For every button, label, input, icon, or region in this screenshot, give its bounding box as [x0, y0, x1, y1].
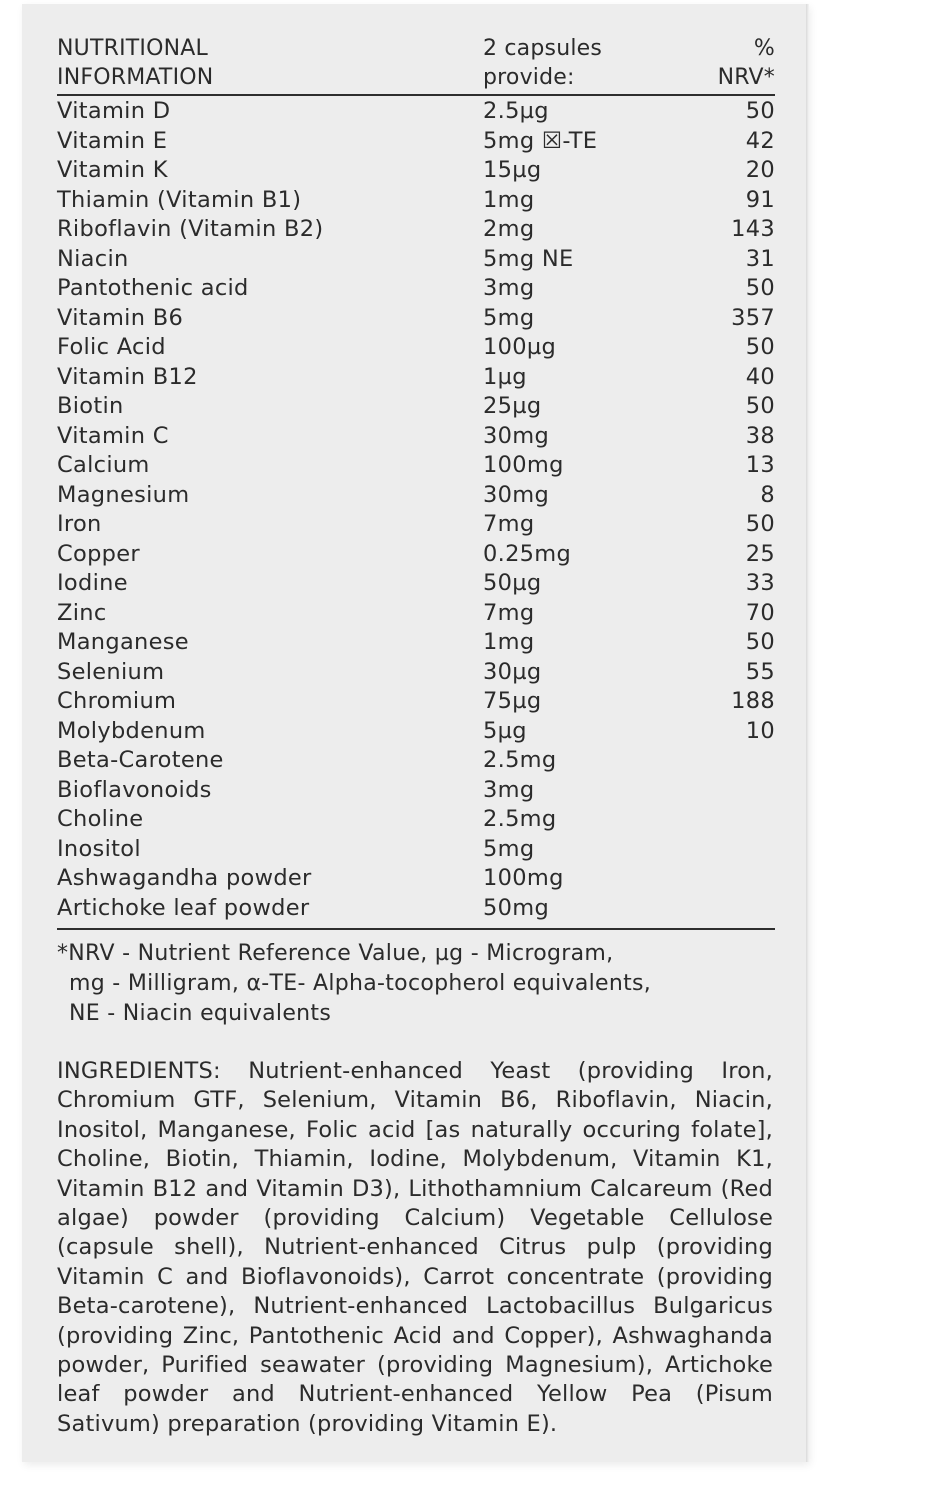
nutrient-amount: 30µg — [483, 658, 542, 685]
nutrient-name: Vitamin D — [57, 98, 171, 124]
header-nrv-line1: % — [753, 36, 775, 61]
ingredients-label: INGREDIENTS: — [57, 1058, 221, 1084]
nutrient-amount: 100µg — [483, 334, 557, 360]
table-divider — [57, 928, 775, 930]
table-row — [57, 894, 775, 924]
table-row — [57, 127, 775, 157]
nutrient-name: Ashwagandha powder — [57, 865, 312, 891]
nutrient-nrv: 50 — [745, 98, 775, 124]
table-row — [57, 864, 775, 894]
header-nutrient — [57, 34, 483, 92]
header-divider — [57, 94, 775, 96]
footnote-line1: *NRV - Nutrient Reference Value, µg - Microgram, — [57, 941, 614, 966]
nutrient-nrv: 50 — [745, 511, 775, 537]
table-row — [57, 835, 775, 865]
header-amount-line1: 2 capsules — [483, 36, 603, 61]
nutrient-nrv: 50 — [745, 334, 775, 360]
nutrient-amount: 0.25mg — [483, 540, 572, 567]
nutrient-nrv: 70 — [745, 599, 775, 626]
table-row — [57, 510, 775, 540]
header-amount-line2: provide: — [483, 65, 575, 90]
nutrient-name: Manganese — [57, 629, 189, 655]
nutrient-amount: 1mg — [483, 629, 535, 655]
nutrient-nrv: 25 — [745, 540, 775, 567]
nutrient-amount: 5mg NE — [483, 245, 574, 272]
nutrient-nrv: 50 — [745, 629, 775, 655]
nutrient-amount: 2.5mg — [483, 747, 557, 773]
table-row — [57, 717, 775, 747]
header-nutrient-line2: INFORMATION — [57, 65, 214, 90]
table-row — [57, 451, 775, 481]
nutrient-amount: 1mg — [483, 186, 535, 213]
card-edge — [806, 4, 809, 1462]
nutrient-nrv: 188 — [731, 688, 775, 714]
nutrient-nrv: 50 — [745, 393, 775, 419]
nutrient-amount: 7mg — [483, 511, 535, 537]
nutrient-name: Vitamin C — [57, 422, 169, 449]
nutrient-amount: 3mg — [483, 275, 535, 301]
table-row — [57, 687, 775, 717]
nutrient-amount: 1µg — [483, 363, 527, 390]
nutrient-name: Folic Acid — [57, 334, 166, 360]
nutrient-amount: 5µg — [483, 717, 527, 744]
table-row — [57, 304, 775, 334]
nutrient-nrv: 20 — [745, 157, 775, 183]
nutrient-name: Vitamin E — [57, 127, 168, 154]
nutrient-nrv: 33 — [745, 570, 775, 596]
table-row — [57, 776, 775, 806]
nutrient-nrv — [683, 805, 775, 835]
table-row — [57, 540, 775, 570]
header-amount — [483, 34, 683, 92]
table-row — [57, 805, 775, 835]
nutrient-name: Bioflavonoids — [57, 776, 212, 803]
table-row — [57, 569, 775, 599]
table-header — [57, 34, 775, 92]
nutrient-nrv: 50 — [745, 275, 775, 301]
nutrient-name: Iron — [57, 511, 102, 537]
nutrient-name: Zinc — [57, 599, 107, 626]
nutrient-name: Choline — [57, 806, 144, 832]
nutrient-nrv: 55 — [745, 658, 775, 685]
nutrient-amount: 7mg — [483, 599, 535, 626]
nutrient-name: Chromium — [57, 688, 177, 714]
nutrient-name: Vitamin K — [57, 157, 168, 183]
nutrient-name: Niacin — [57, 245, 129, 272]
nutrient-nrv: 8 — [760, 481, 775, 508]
footnote-line3: NE - Niacin equivalents — [69, 1001, 332, 1026]
nutrient-nrv: 357 — [731, 304, 775, 331]
table-row — [57, 274, 775, 304]
table-row — [57, 156, 775, 186]
nutrient-amount: 100mg — [483, 865, 564, 891]
table-row — [57, 186, 775, 216]
table-row — [57, 658, 775, 688]
nutrient-name: Beta-Carotene — [57, 747, 224, 773]
table-row — [57, 746, 775, 776]
nutrient-nrv — [683, 776, 775, 806]
nutrition-label — [57, 34, 775, 1439]
nutrient-nrv: 13 — [745, 452, 775, 478]
nutrient-amount: 100mg — [483, 452, 564, 478]
nutrient-nrv: 38 — [745, 422, 775, 449]
header-nrv — [683, 34, 775, 92]
nutrient-name: Pantothenic acid — [57, 275, 249, 301]
nutrient-name: Calcium — [57, 452, 150, 478]
nutrient-name: Thiamin (Vitamin B1) — [57, 186, 302, 213]
nutrient-amount: 5mg — [483, 304, 535, 331]
nutrient-name: Vitamin B6 — [57, 304, 184, 331]
nutrient-amount: 5mg — [483, 835, 535, 862]
nutrient-nrv: 91 — [745, 186, 775, 213]
nutrient-nrv: 40 — [745, 363, 775, 390]
nutrient-amount: 3mg — [483, 776, 535, 803]
nutrient-amount: 50mg — [483, 894, 550, 921]
nutrient-table — [57, 97, 775, 923]
table-row — [57, 422, 775, 452]
nutrient-name: Iodine — [57, 570, 128, 596]
nutrient-nrv — [683, 835, 775, 865]
nutrient-name: Vitamin B12 — [57, 363, 198, 390]
nutrient-name: Inositol — [57, 835, 141, 862]
nutrient-nrv: 31 — [745, 245, 775, 272]
table-row — [57, 392, 775, 422]
nutrient-amount: 2.5µg — [483, 98, 549, 124]
nutrient-name: Artichoke leaf powder — [57, 894, 310, 921]
table-row — [57, 333, 775, 363]
nutrient-amount: 5mg ☒-TE — [483, 127, 598, 154]
nutrient-amount: 15µg — [483, 157, 542, 183]
nutrient-name: Copper — [57, 540, 140, 567]
nutrient-nrv — [683, 894, 775, 924]
nutrient-amount: 25µg — [483, 393, 542, 419]
nutrient-name: Selenium — [57, 658, 165, 685]
nutrient-amount: 2.5mg — [483, 806, 557, 832]
nutrient-nrv — [683, 864, 775, 894]
header-nrv-line2: NRV* — [717, 65, 775, 90]
table-row — [57, 481, 775, 511]
nutrient-name: Molybdenum — [57, 717, 206, 744]
footnote — [57, 939, 775, 1029]
nutrient-nrv — [683, 746, 775, 776]
table-row — [57, 628, 775, 658]
footnote-line2: mg - Milligram, α-TE- Alpha-tocopherol equivalents, — [69, 971, 652, 996]
ingredients-paragraph — [57, 1057, 773, 1439]
table-row — [57, 97, 775, 127]
nutrient-amount: 50µg — [483, 570, 542, 596]
header-nutrient-line1: NUTRITIONAL — [57, 36, 208, 61]
ingredients-text: Nutrient-enhanced Yeast (providing Iron, Chromium GTF, Selenium, Vitamin B6, Riboflavin, Niacin, Inositol, Manganese, Folic acid [as naturally occuring folate], Choline, Biotin, Thiamin, Iodine, Molybdenum, Vitamin K1, Vitamin B12 and Vitamin D3), Lithothamnium Calcareum (Red algae) powder (providing Calcium) Vegetable Cellulose (capsule shell), Nutrient-enhanced Citrus pulp (providing Vitamin C and Bioflavonoids), Carrot concentrate (providing Beta-carotene), Nutrient-enhanced Lactobacillus Bulgaricus (providing Zinc, Pantothenic Acid and Copper), Ashwaghanda powder, Purified seawater (providing Magnesium), Artichoke leaf powder and Nutrient-enhanced Yellow Pea (Pisum Sativum) preparation (providing Vitamin E). — [57, 1058, 773, 1437]
nutrient-amount: 75µg — [483, 688, 542, 714]
table-row — [57, 245, 775, 275]
nutrient-name: Biotin — [57, 393, 124, 419]
nutrient-nrv: 143 — [731, 216, 775, 242]
table-row — [57, 363, 775, 393]
nutrient-name: Magnesium — [57, 481, 190, 508]
nutrient-amount: 30mg — [483, 481, 550, 508]
nutrient-amount: 2mg — [483, 216, 535, 242]
nutrient-name: Riboflavin (Vitamin B2) — [57, 216, 324, 242]
nutrient-nrv: 42 — [745, 127, 775, 154]
table-row — [57, 215, 775, 245]
table-row — [57, 599, 775, 629]
nutrient-nrv: 10 — [745, 717, 775, 744]
nutrient-amount: 30mg — [483, 422, 550, 449]
